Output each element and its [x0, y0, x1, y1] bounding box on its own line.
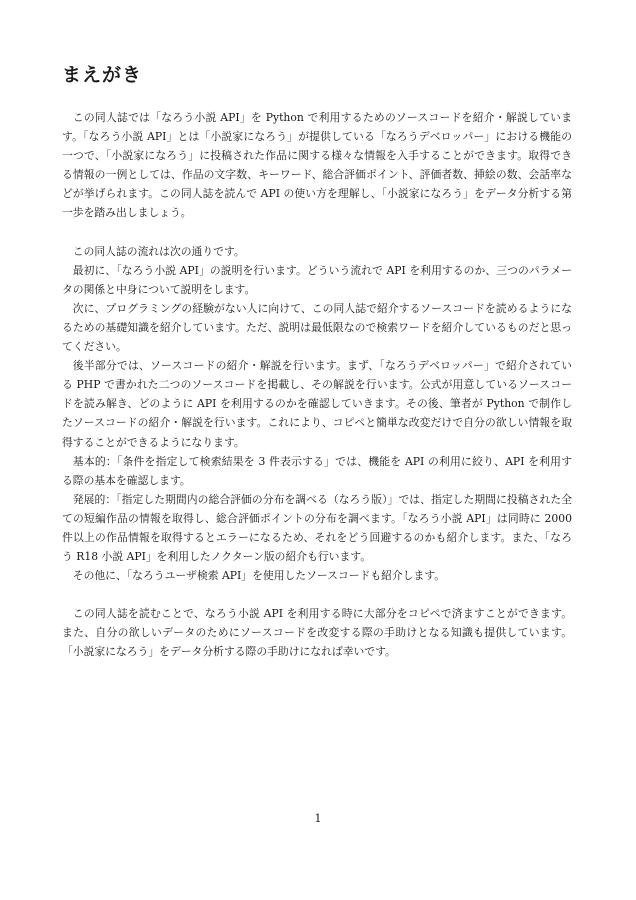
paragraph-basic: 基本的：「条件を指定して検索結果を 3 件表示する」では、機能を API の利用に絞り、API を利用する際の基本を確認します。 [62, 454, 572, 487]
paragraph-other: その他に、「なろうユーザ検索 API」を使用したソースコードも紹介します。 [72, 569, 446, 583]
paragraph-intro: この同人誌では「なろう小説 API」を Python で利用するためのソースコードを紹介・解説しています。「なろう小説 API」とは「小説家になろう」が提供している「なろうデベロッパー」における機能の一つで、「小説家になろう」に投稿された作品に関する様々な情報を入手することができます。取得できる情報の一例としては、作品の文字数、キーワード、総合評価ポイント、評価者数、挿絵の数、会話率などが挙げられます。この同人誌を読んで API の使い方を理解し、「小説家になろう」をデータ分析する第一歩を踏み出しましょう。 [62, 111, 572, 220]
paragraph-first: 最初に、「なろう小説 API」の説明を行います。どういう流れで API を利用するのか、三つのパラメータの関係と中身について説明をします。 [62, 263, 572, 296]
paragraph-closing: この同人誌を読むことで、なろう小説 API を利用する時に大部分をコピペで済ますことができます。また、自分の欲しいデータのためにソースコードを改変する際の手助けとなる知識も提供しています。「小説家になろう」をデータ分析する際の手助けになれば幸いです。 [62, 607, 572, 659]
paragraph-spacer [62, 585, 572, 604]
paragraph-next: 次に、プログラミングの経験がない人に向けて、この同人誌で紹介するソースコードを読めるようになるための基礎知識を紹介しています。ただ、説明は最低限なので検索ワードを紹介しているものだと思ってください。 [62, 301, 572, 354]
paragraph-advanced: 発展的：「指定した期間内の総合評価の分布を調べる（なろう版）」では、指定した期間に投稿された全ての短編作品の情報を取得し、総合評価ポイントの分布を調べます。「なろう小説 API」は同時に 2000 件以上の作品情報を取得するとエラーになるため、それをどう回避するのかも紹介します。また、「なろう R18 小説 API」を利用したノクターン版の紹介も行います。 [62, 492, 572, 564]
paragraph-latter-half: 後半部分では、ソースコードの紹介・解説を行います。まず、「なろうデベロッパー」で紹介されている PHP で書かれた二つのソースコードを掲載し、その解説を行います。公式が用意しているソースコードを読み解き、どのように API を利用するのかを確認していきます。その後、筆者が Python で制作したソースコードの紹介・解説を行います。これにより、コピペと簡単な改変だけで自分の欲しい情報を取得することができるようになります。 [62, 359, 572, 449]
page-number: 1 [314, 812, 322, 825]
paragraph-flow-intro: この同人誌の流れは次の通りです。 [72, 244, 245, 258]
section-heading: まえがき [62, 64, 143, 86]
body-text [62, 108, 572, 662]
paragraph-spacer [62, 223, 572, 242]
